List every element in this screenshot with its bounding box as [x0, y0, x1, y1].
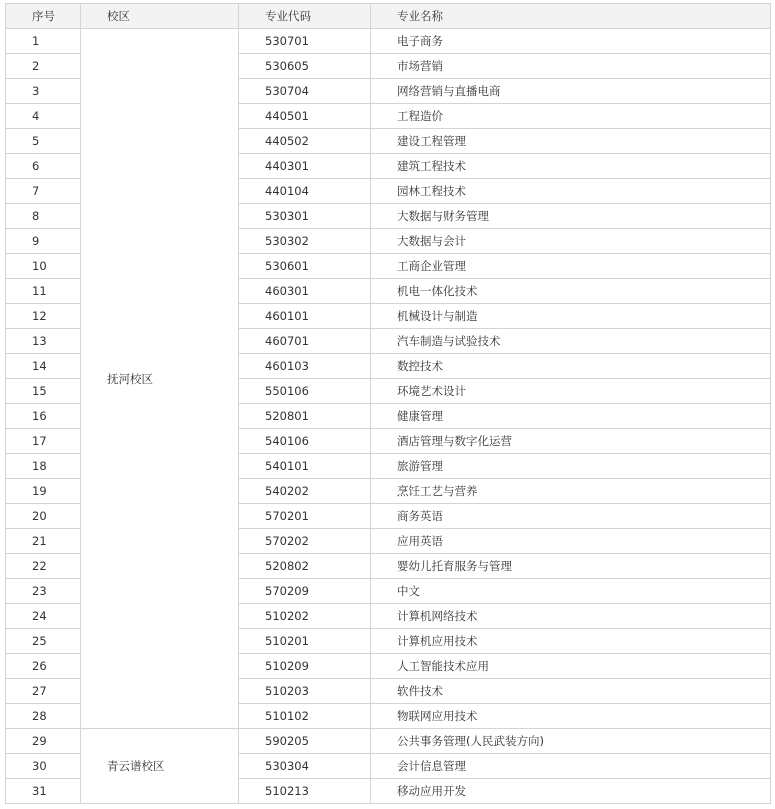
major-name: 机电一体化技术	[371, 279, 771, 304]
major-code: 530301	[239, 204, 371, 229]
major-name: 婴幼儿托育服务与管理	[371, 554, 771, 579]
major-name: 酒店管理与数字化运营	[371, 429, 771, 454]
row-number: 15	[6, 379, 81, 404]
major-name: 建设工程管理	[371, 129, 771, 154]
major-code: 460301	[239, 279, 371, 304]
row-number: 6	[6, 154, 81, 179]
major-code: 510209	[239, 654, 371, 679]
major-code: 510213	[239, 779, 371, 804]
major-code: 530701	[239, 29, 371, 54]
major-name: 中文	[371, 579, 771, 604]
major-name: 大数据与会计	[371, 229, 771, 254]
table-body	[6, 29, 771, 804]
major-name: 公共事务管理(人民武装方向)	[371, 729, 771, 754]
major-code: 570209	[239, 579, 371, 604]
row-number: 21	[6, 529, 81, 554]
major-code: 440104	[239, 179, 371, 204]
row-number: 26	[6, 654, 81, 679]
major-code: 540202	[239, 479, 371, 504]
row-number: 24	[6, 604, 81, 629]
row-number: 8	[6, 204, 81, 229]
major-name: 旅游管理	[371, 454, 771, 479]
major-code: 530605	[239, 54, 371, 79]
row-number: 13	[6, 329, 81, 354]
major-name: 汽车制造与试验技术	[371, 329, 771, 354]
major-name: 会计信息管理	[371, 754, 771, 779]
major-code: 540106	[239, 429, 371, 454]
major-name: 市场营销	[371, 54, 771, 79]
header-campus: 校区	[81, 4, 239, 29]
row-number: 20	[6, 504, 81, 529]
major-code: 570201	[239, 504, 371, 529]
major-name: 机械设计与制造	[371, 304, 771, 329]
header-row	[6, 4, 771, 29]
campus-cell: 抚河校区	[81, 29, 239, 729]
major-name: 环境艺术设计	[371, 379, 771, 404]
major-name: 软件技术	[371, 679, 771, 704]
major-code: 520801	[239, 404, 371, 429]
major-code: 540101	[239, 454, 371, 479]
row-number: 7	[6, 179, 81, 204]
row-number: 27	[6, 679, 81, 704]
major-name: 烹饪工艺与营养	[371, 479, 771, 504]
major-name: 园林工程技术	[371, 179, 771, 204]
major-name: 建筑工程技术	[371, 154, 771, 179]
row-number: 16	[6, 404, 81, 429]
header-major: 专业名称	[371, 4, 771, 29]
major-name: 计算机应用技术	[371, 629, 771, 654]
major-code: 590205	[239, 729, 371, 754]
row-number: 18	[6, 454, 81, 479]
major-code: 510203	[239, 679, 371, 704]
header-code: 专业代码	[239, 4, 371, 29]
row-number: 22	[6, 554, 81, 579]
row-number: 10	[6, 254, 81, 279]
major-code: 440301	[239, 154, 371, 179]
major-name: 应用英语	[371, 529, 771, 554]
table-row	[6, 729, 771, 754]
row-number: 3	[6, 79, 81, 104]
major-code: 510102	[239, 704, 371, 729]
major-name: 商务英语	[371, 504, 771, 529]
major-name: 健康管理	[371, 404, 771, 429]
major-code: 520802	[239, 554, 371, 579]
row-number: 12	[6, 304, 81, 329]
major-code: 440501	[239, 104, 371, 129]
major-code: 460101	[239, 304, 371, 329]
campus-cell: 青云谱校区	[81, 729, 239, 804]
major-name: 计算机网络技术	[371, 604, 771, 629]
row-number: 1	[6, 29, 81, 54]
table-row	[6, 29, 771, 54]
row-number: 9	[6, 229, 81, 254]
major-code: 510201	[239, 629, 371, 654]
major-name: 网络营销与直播电商	[371, 79, 771, 104]
row-number: 28	[6, 704, 81, 729]
major-name: 大数据与财务管理	[371, 204, 771, 229]
major-code: 460103	[239, 354, 371, 379]
row-number: 31	[6, 779, 81, 804]
major-name: 数控技术	[371, 354, 771, 379]
row-number: 11	[6, 279, 81, 304]
major-name: 移动应用开发	[371, 779, 771, 804]
row-number: 5	[6, 129, 81, 154]
majors-table	[5, 3, 771, 804]
row-number: 23	[6, 579, 81, 604]
major-code: 510202	[239, 604, 371, 629]
row-number: 29	[6, 729, 81, 754]
major-code: 570202	[239, 529, 371, 554]
major-name: 工商企业管理	[371, 254, 771, 279]
major-code: 550106	[239, 379, 371, 404]
major-code: 460701	[239, 329, 371, 354]
row-number: 19	[6, 479, 81, 504]
table-header	[6, 4, 771, 29]
major-code: 440502	[239, 129, 371, 154]
major-name: 工程造价	[371, 104, 771, 129]
major-name: 电子商务	[371, 29, 771, 54]
major-code: 530704	[239, 79, 371, 104]
row-number: 30	[6, 754, 81, 779]
row-number: 14	[6, 354, 81, 379]
row-number: 2	[6, 54, 81, 79]
header-no: 序号	[6, 4, 81, 29]
row-number: 17	[6, 429, 81, 454]
major-code: 530304	[239, 754, 371, 779]
major-code: 530601	[239, 254, 371, 279]
row-number: 4	[6, 104, 81, 129]
major-code: 530302	[239, 229, 371, 254]
row-number: 25	[6, 629, 81, 654]
major-name: 人工智能技术应用	[371, 654, 771, 679]
major-name: 物联网应用技术	[371, 704, 771, 729]
